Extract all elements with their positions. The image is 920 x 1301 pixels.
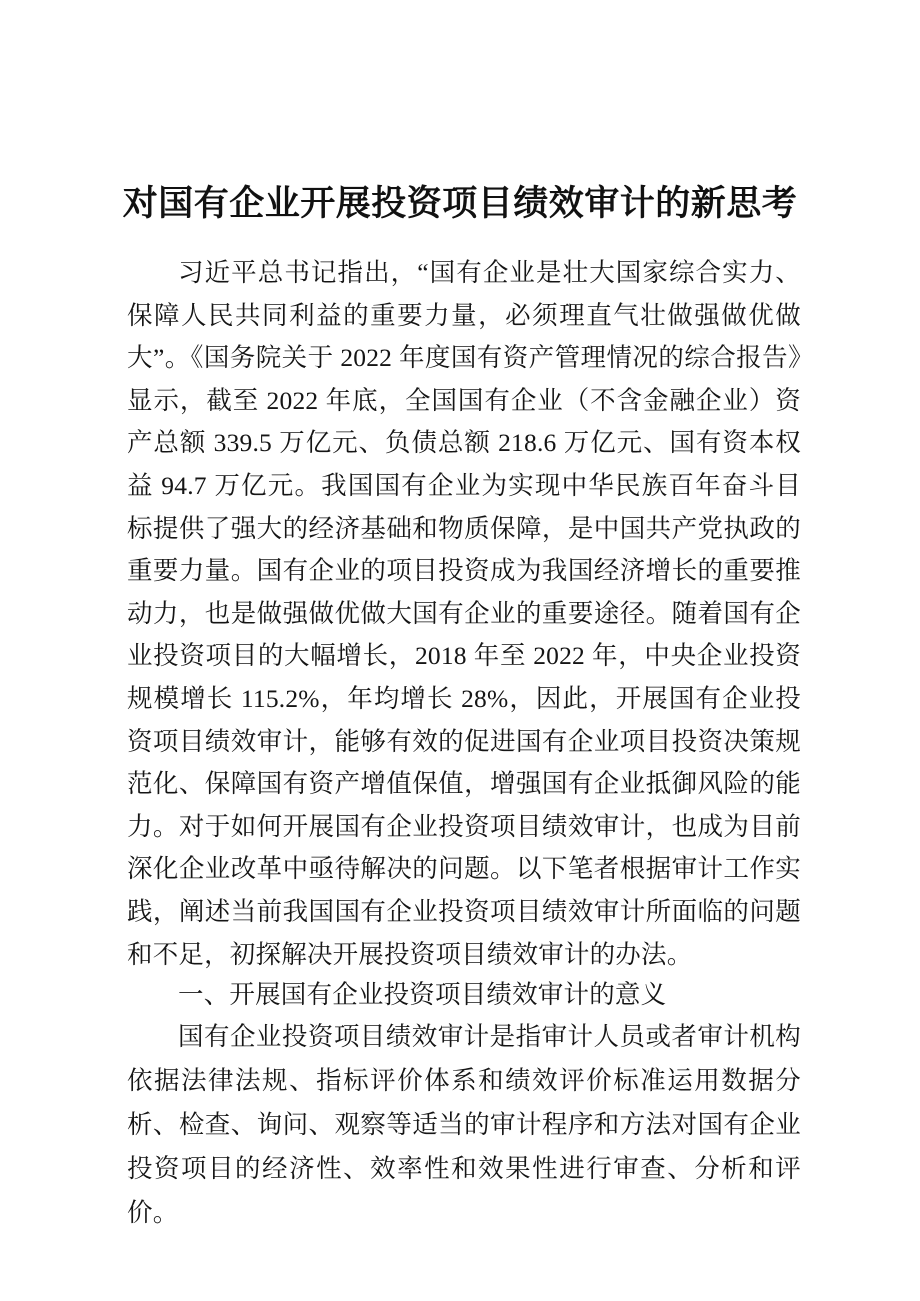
section-heading-one: 一、开展国有企业投资项目绩效审计的意义 xyxy=(178,980,667,1010)
document-body xyxy=(127,252,801,1235)
paragraph-definition: 国有企业投资项目绩效审计是指审计人员或者审计机构依据法律法规、指标评价体系和绩效评价标准运用数据分析、检查、询问、观察等适当的审计程序和方法对国有企业投资项目的经济性、效率性和效果性进行审查、分析和评价。 xyxy=(127,1021,801,1227)
page-title: 对国有企业开展投资项目绩效审计的新思考 xyxy=(122,184,798,224)
paragraph-introduction: 习近平总书记指出，“国有企业是壮大国家综合实力、保障人民共同利益的重要力量，必须理直气壮做强做优做大”。《国务院关于 2022 年度国有资产管理情况的综合报告》显示，截至 2022 年底，全国国有企业（不含金融企业）资产总额 339.5 万亿元、负债总额 218.6 万亿元、国有资本权益 94.7 万亿元。我国国有企业为实现中华民族百年奋斗目标提供了强大的经济基础和物质保障，是中国共产党执政的重要力量。国有企业的项目投资成为我国经济增长的重要推动力，也是做强做优做大国有企业的重要途径。随着国有企业投资项目的大幅增长，2018 年至 2022 年，中央企业投资规模增长 115.2%，年均增长 28%，因此，开展国有企业投资项目绩效审计，能够有效的促进国有企业项目投资决策规范化、保障国有资产增值保值，增强国有企业抵御风险的能力。对于如何开展国有企业投资项目绩效审计，也成为目前深化企业改革中亟待解决的问题。以下笔者根据审计工作实践，阐述当前我国国有企业投资项目绩效审计所面临的问题和不足，初探解决开展投资项目绩效审计的办法。 xyxy=(127,258,801,969)
